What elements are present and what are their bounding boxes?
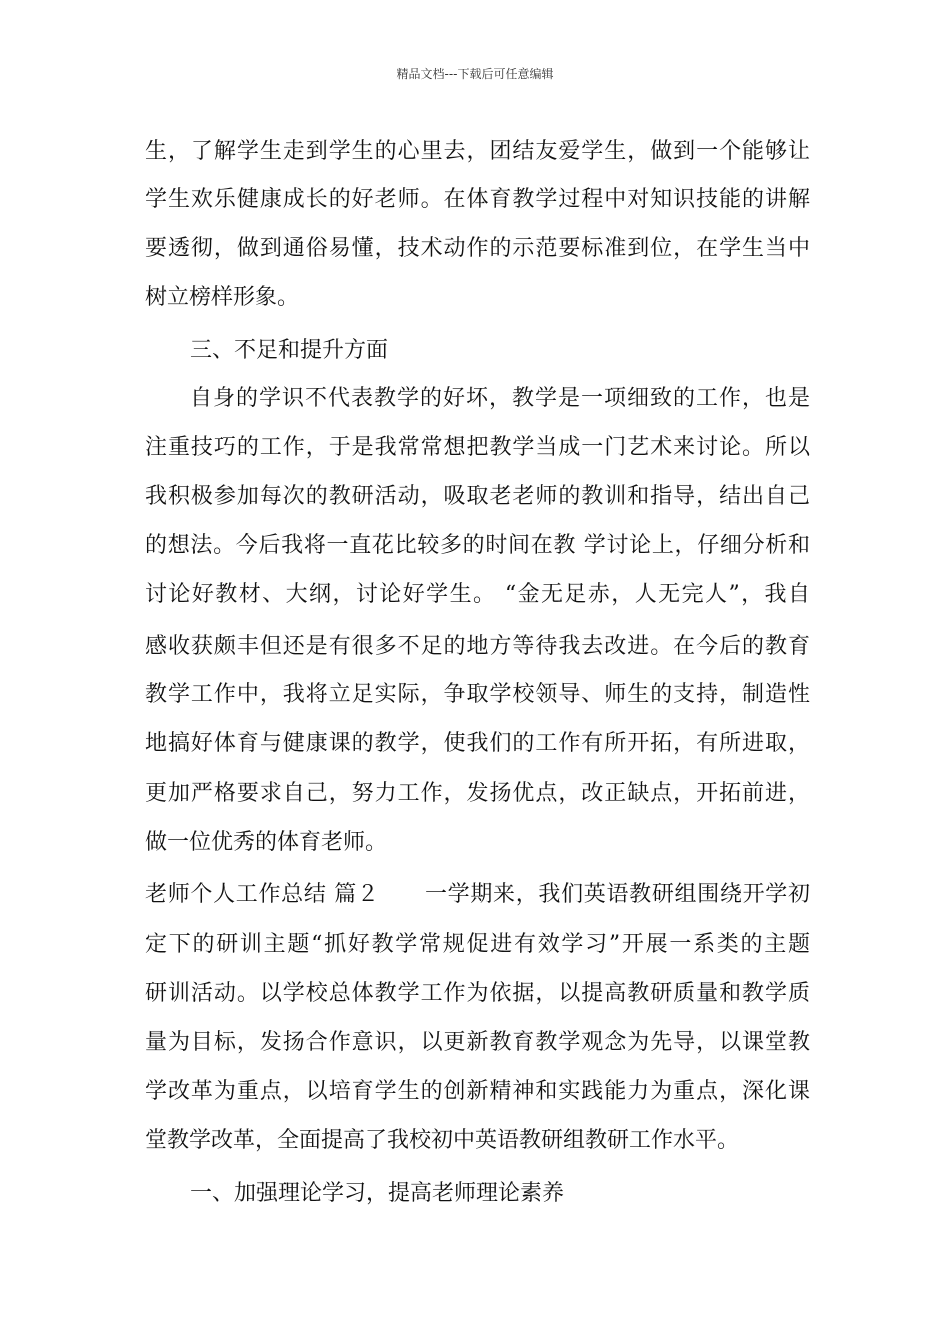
text-line: 学改革为重点，以培育学生的创新精神和实践能力为重点，深化课: [145, 1079, 810, 1104]
text-line: 我积极参加每次的教研活动，吸取老老师的教训和指导，结出自己: [145, 484, 810, 509]
text-line: 感收获颇丰但还是有很多不足的地方等待我去改进。在今后的教育: [145, 634, 810, 659]
text-line: 教学工作中，我将立足实际，争取学校领导、师生的支持，制造性: [145, 682, 810, 707]
section-title-line: 老师个人工作总结 篇２ 一学期来，我们英语教研组围绕开学初: [145, 882, 810, 907]
text-line: 的想法。今后我将一直花比较多的时间在教 学讨论上，仔细分析和: [145, 533, 810, 558]
section-heading: 一、加强理论学习，提高老师理论素养: [190, 1181, 565, 1206]
section-heading: 三、不足和提升方面: [190, 338, 389, 363]
text-line: 注重技巧的工作，于是我常常想把教学当成一门艺术来讨论。所以: [145, 435, 810, 460]
page-header: 精品文档---下载后可任意编辑: [396, 67, 554, 81]
text-line: 地搞好体育与健康课的教学，使我们的工作有所开拓，有所进取，: [145, 731, 810, 756]
text-line: 堂教学改革，全面提高了我校初中英语教研组教研工作水平。: [145, 1128, 740, 1153]
text-line: 学生欢乐健康成长的好老师。在体育教学过程中对知识技能的讲解: [145, 187, 810, 212]
text-line: 定下的研训主题“抓好教学常规促进有效学习”开展一系类的主题: [145, 932, 810, 957]
text-line: 量为目标，发扬合作意识，以更新教育教学观念为先导，以课堂教: [145, 1030, 810, 1055]
text-line: 生，了解学生走到学生的心里去，团结友爱学生，做到一个能够让: [145, 139, 810, 164]
text-line: 树立榜样形象。: [145, 285, 300, 310]
text-line: 研训活动。以学校总体教学工作为依据，以提高教研质量和教学质: [145, 981, 810, 1006]
text-line: 自身的学识不代表教学的好坏，教学是一项细致的工作，也是: [190, 386, 810, 411]
text-line: 更加严格要求自己，努力工作，发扬优点，改正缺点，开拓前进，: [145, 781, 810, 806]
text-line: 要透彻，做到通俗易懂，技术动作的示范要标准到位，在学生当中: [145, 236, 810, 261]
text-line: 做一位优秀的体育老师。: [145, 830, 388, 855]
text-line: 讨论好教材、大纲，讨论好学生。 “金无足赤，人无完人”，我自: [145, 582, 810, 607]
